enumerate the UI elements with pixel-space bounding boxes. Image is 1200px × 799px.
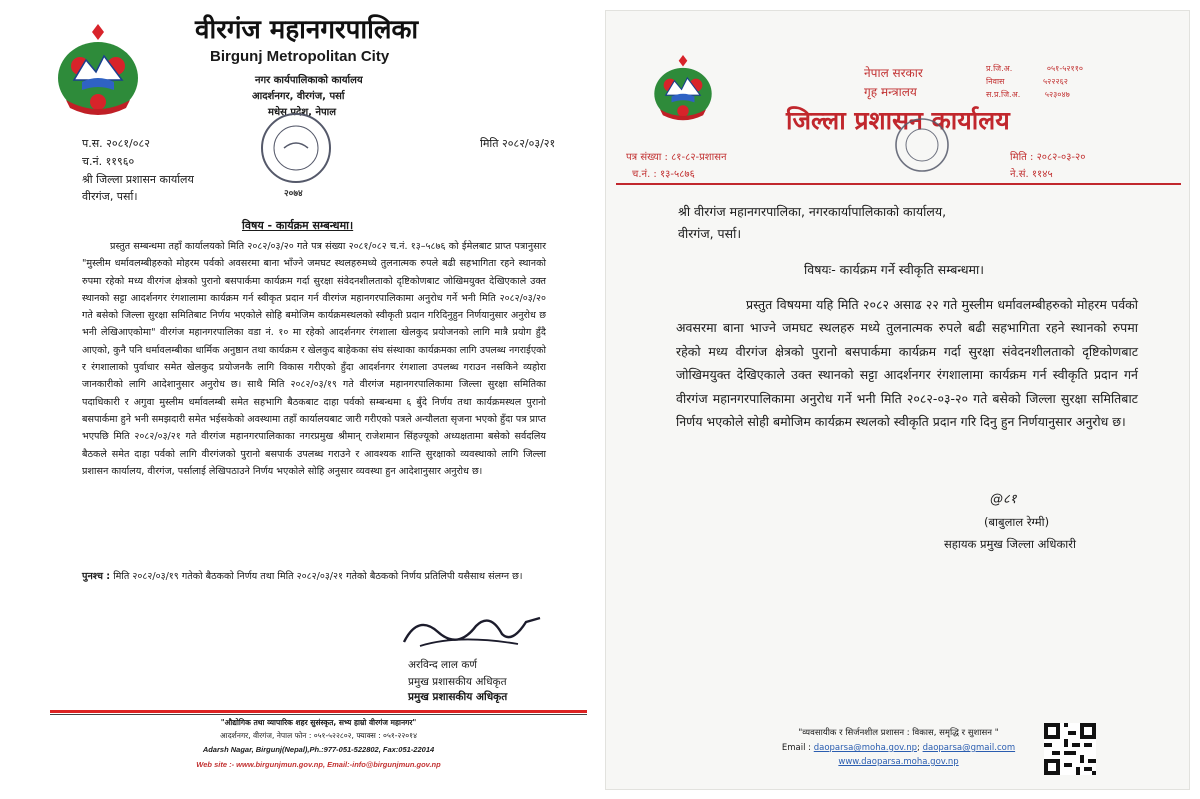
contact-value: ५२२२६२ <box>1043 77 1068 86</box>
recipient-line-2: वीरगंज, पर्सा। <box>678 226 742 241</box>
signatory-stamp: प्रमुख प्रशासकीय अधिकृत <box>408 691 508 703</box>
email-label: Email : <box>781 743 812 753</box>
contact-label: प्र.जि.अ. <box>986 64 1013 73</box>
letter-number: प.स. २०८१/०८२ <box>82 137 150 150</box>
postscript-text: मिति २०८२/०३/१९ गतेको बैठकको निर्णय तथा मिति २०८२/०३/२१ गतेको बैठकको निर्णय प्रतिलिपी यसैसाथ संलग्न छ। <box>113 571 523 582</box>
postscript <box>82 568 546 585</box>
municipality-title: वीरगंज महानगरपालिका <box>195 15 419 45</box>
office-name: नगर कार्यपालिकाको कार्यालय <box>255 75 363 86</box>
letter-subject: विषयः- कार्यक्रम गर्ने स्वीकृति सम्बन्धमा। <box>804 262 984 277</box>
footer-slogan: "औद्योगिक तथा व्यापारिक शहर सुसंस्कृत, सभ्य हाम्रो वीरगंज महानगर" <box>220 718 417 727</box>
letter-number: पत्र संख्या : ८१-८२-प्रशासन <box>626 152 727 163</box>
letter-body: प्रस्तुत सम्बन्धमा तहाँ कार्यालयको मिति २०८२/०३/२० गते पत्र संख्या २०८१/०८२ च.नं. १३–५८७६ को ईमेलबाट प्राप्त पत्रानुसार "मुस्लीम धर्मावलम्बीहरुको मोहरम पर्वको अवसरमा बाना भाँज्ने जमघट स्थलहरुमध्ये तुलनात्मक रुपले बढी सहभागिता रहने स्थानको रुपमा रहेको मध्य वीरगंज क्षेत्रको पुरानो बसपार्कमा कार्यक्रम गर्दा सुरक्षा संवेदनशीलताको दृष्टिकोणबाट जोखिमयुक्त देखिएकाले उक्त स्थानको सट्टा आदर्शनगर रंगशालामा कार्यक्रम गर्न स्वीकृत प्रदान गर्न वीरगंज महानगरपालिकामा अनुरोध गर्ने भनी मिति २०८२/०३/२० गते बसेको जिल्ला सुरक्षा समितिबाट निर्णय भएकोले सोहि बमोजिम कार्यक्रमस्थलको स्वीकृती प्रदान गरिदिनुहुन निर्णयानुसार अनुरोध छ भनी लेखिआएकोमा" वीरगंज महानगरपालिका वडा नं. १० मा रहेको आदर्शनगर रंगशाला खेलकुद प्रयोजनको लागि मात्रै प्रयोग हुँदै आएको, कुनै पनि धर्मावलम्बीका धार्मिक अनुष्ठान तथा कार्यक्रम र खेलकुद बाहेकका संघ संस्थाका कार्यक्रमका लागि उपलब्ध नगराईएको र रंगशालाको पुर्वाधार समेत खेलकुद प्रयोजनकै लागि विकास गरीएको हुँदा आदर्शनगर रंगशाला उपलब्ध गराउन नसकिने व्यहोरा जानकारीको लागि आदेशानुसार अनुरोध छ। साथै मिति २०८२/०३/१९ गते वीरगंज महानगरपालिकामा जिल्ला सुरक्षा समितिका पदाधिकारी र अगुवा मुस्लीम धर्मावलम्बी समेत सहभागि बैठकबाट दाहा पर्वको सम्बन्धमा ६ बुँदे निर्णय तथा कार्यक्रमस्थल पुरानो बसपार्कमा हुने भनी समझदारी समेत भईसकेको अवस्थामा तहाँ कार्यालयबाट जारी गरीएको पत्रले अन्यौलता सृजना भएको हुँदा पत्र प्राप्त भएपछि मिति २०८२/०३/२१ गते वीरगंज महानगरपालिकाका नगरप्रमुख श्रीमान् राजेशमान सिंहज्यूको अध्यक्षतामा बसेको सर्वदलिय बैठकले समेत दाहा पर्वको लागि वीरगंजको पुरानो बसपार्क उपलब्ध गराउने र आवश्यक शान्ति सुरक्षाको व्यवस्थाको लागि जिल्ला प्रशासन कार्यालय, वीरगंज, पर्सालाई लेखिपठाउने निर्णय भएकोले सोहि अनुसार व्यवस्था हुन आदेशानुसार अनुरोध छ। <box>82 241 546 477</box>
contact-row-2 <box>986 76 1068 87</box>
signature-initials: @८१ <box>990 492 1017 507</box>
signatory-designation: सहायक प्रमुख जिल्ला अधिकारी <box>944 537 1076 551</box>
footer-address-np: आदर्शनगर, वीरगंज, नेपाल फोन : ०५१-५२२८०२, फ्याक्स : ०५१-२२०१४ <box>220 731 417 740</box>
dispatch-number: च.नं. : १३-५८७६ <box>632 169 695 180</box>
footer-address-en: Adarsh Nagar, Birgunj(Nepal),Ph.:977-051-522802, Fax:051-22014 <box>202 745 435 754</box>
municipality-subtitle: Birgunj Metropolitan City <box>210 48 390 65</box>
nepal-emblem-icon <box>52 22 144 118</box>
qr-code-icon <box>1044 723 1096 775</box>
email-link-1[interactable]: daoparsa@moha.gov.np <box>813 743 918 753</box>
signatory-name: अरविन्द लाल कर्ण <box>408 659 477 671</box>
round-seal-icon <box>886 115 958 173</box>
office-address: आदर्शनगर, वीरगंज, पर्सा <box>252 91 345 102</box>
header-rule <box>616 183 1181 185</box>
signatory-name: (बाबुलाल रेग्मी) <box>984 515 1050 529</box>
contact-label: निवास <box>986 77 1005 86</box>
recipient-line-1: श्री जिल्ला प्रशासन कार्यालय <box>82 173 194 186</box>
footer-rule <box>50 710 587 713</box>
footer-web: Web site :- www.birgunjmun.gov.np, Email:-info@birgunjmun.gov.np <box>196 760 441 769</box>
round-seal-icon <box>258 110 334 186</box>
website-link[interactable]: www.daoparsa.moha.gov.np <box>838 757 959 767</box>
postscript-label: पुनश्च : <box>82 571 111 582</box>
contact-row-3 <box>986 89 1070 100</box>
letter-subject: विषय - कार्यक्रम सम्बन्धमा। <box>242 219 354 232</box>
letter-body: प्रस्तुत विषयमा यहि मिति २०८२ असाढ २२ गते मुस्लीम धर्मावलम्बीहरुको मोहरम पर्वको अवसरमा बाना भाज्ने जमघट स्थलहरु मध्ये तुलनात्मक रुपले बढी सहभागिता रहने स्थानको रुपमा रहेको मध्य वीरगंज क्षेत्रको पुरानो बसपार्कमा कार्यक्रम गर्दा सुरक्षा संवेदनशीलताको दृष्टिकोणबाट जोखिमयुक्त देखिएकाले उक्त स्थानको सट्टा आदर्शनगर रंगशालामा कार्यक्रम गर्न स्वीकृति प्रदान गर्न वीरगंज महानगरपालिकामा अनुरोध गर्ने भनी मिति २०८२-०३-२० गते बसेको जिल्ला सुरक्षा समितिबाट निर्णय भएकोले सोही बमोजिम कार्यक्रम स्थलको स्वीकृति प्रदान गरि दिनु हुन निर्णयानुसार अनुरोध छ। <box>676 297 1138 430</box>
footer-web <box>606 757 1190 767</box>
recipient-line-1: श्री वीरगंज महानगरपालिका, नगरकार्यापालिकाको कार्यालय, <box>678 204 947 219</box>
government-name: नेपाल सरकार <box>864 66 923 80</box>
recipient-line-2: वीरगंज, पर्सा। <box>82 190 138 203</box>
footer-slogan: "व्यवसायीक र सिर्जनशील प्रशासन : विकास, समृद्धि र सुशासन " <box>798 728 999 738</box>
email-link-2[interactable]: daoparsa@gmail.com <box>922 743 1016 753</box>
email-separator: ; <box>917 743 920 753</box>
contact-value: ५२३०४७ <box>1044 90 1070 99</box>
dispatch-number: च.नं. ११९६० <box>82 155 135 168</box>
signature-icon <box>398 604 548 654</box>
seal-year: २०७४ <box>284 189 303 199</box>
district-administration-letter <box>605 10 1190 790</box>
office-title: जिल्ला प्रशासन कार्यालय <box>786 106 1010 135</box>
footer-rule-thin <box>50 714 587 715</box>
letter-date: मिति : २०८२-०३-२० <box>1010 152 1086 163</box>
nepal-emblem-icon <box>650 53 716 123</box>
footer-emails <box>606 743 1190 753</box>
contact-value: ०५१-५२११० <box>1046 64 1084 73</box>
ministry-name: गृह मन्त्रालय <box>864 85 917 99</box>
office-province: मधेस प्रदेश, नेपाल <box>268 107 337 118</box>
contact-row-1 <box>986 63 1083 74</box>
letter-date: मिति २०८२/०३/२१ <box>480 137 556 150</box>
signatory-designation: प्रमुख प्रशासकीय अधिकृत <box>408 676 507 688</box>
contact-label: स.प्र.जि.अ. <box>986 90 1021 99</box>
nepal-sambat-date: ने.सं. ११४५ <box>1010 169 1053 180</box>
